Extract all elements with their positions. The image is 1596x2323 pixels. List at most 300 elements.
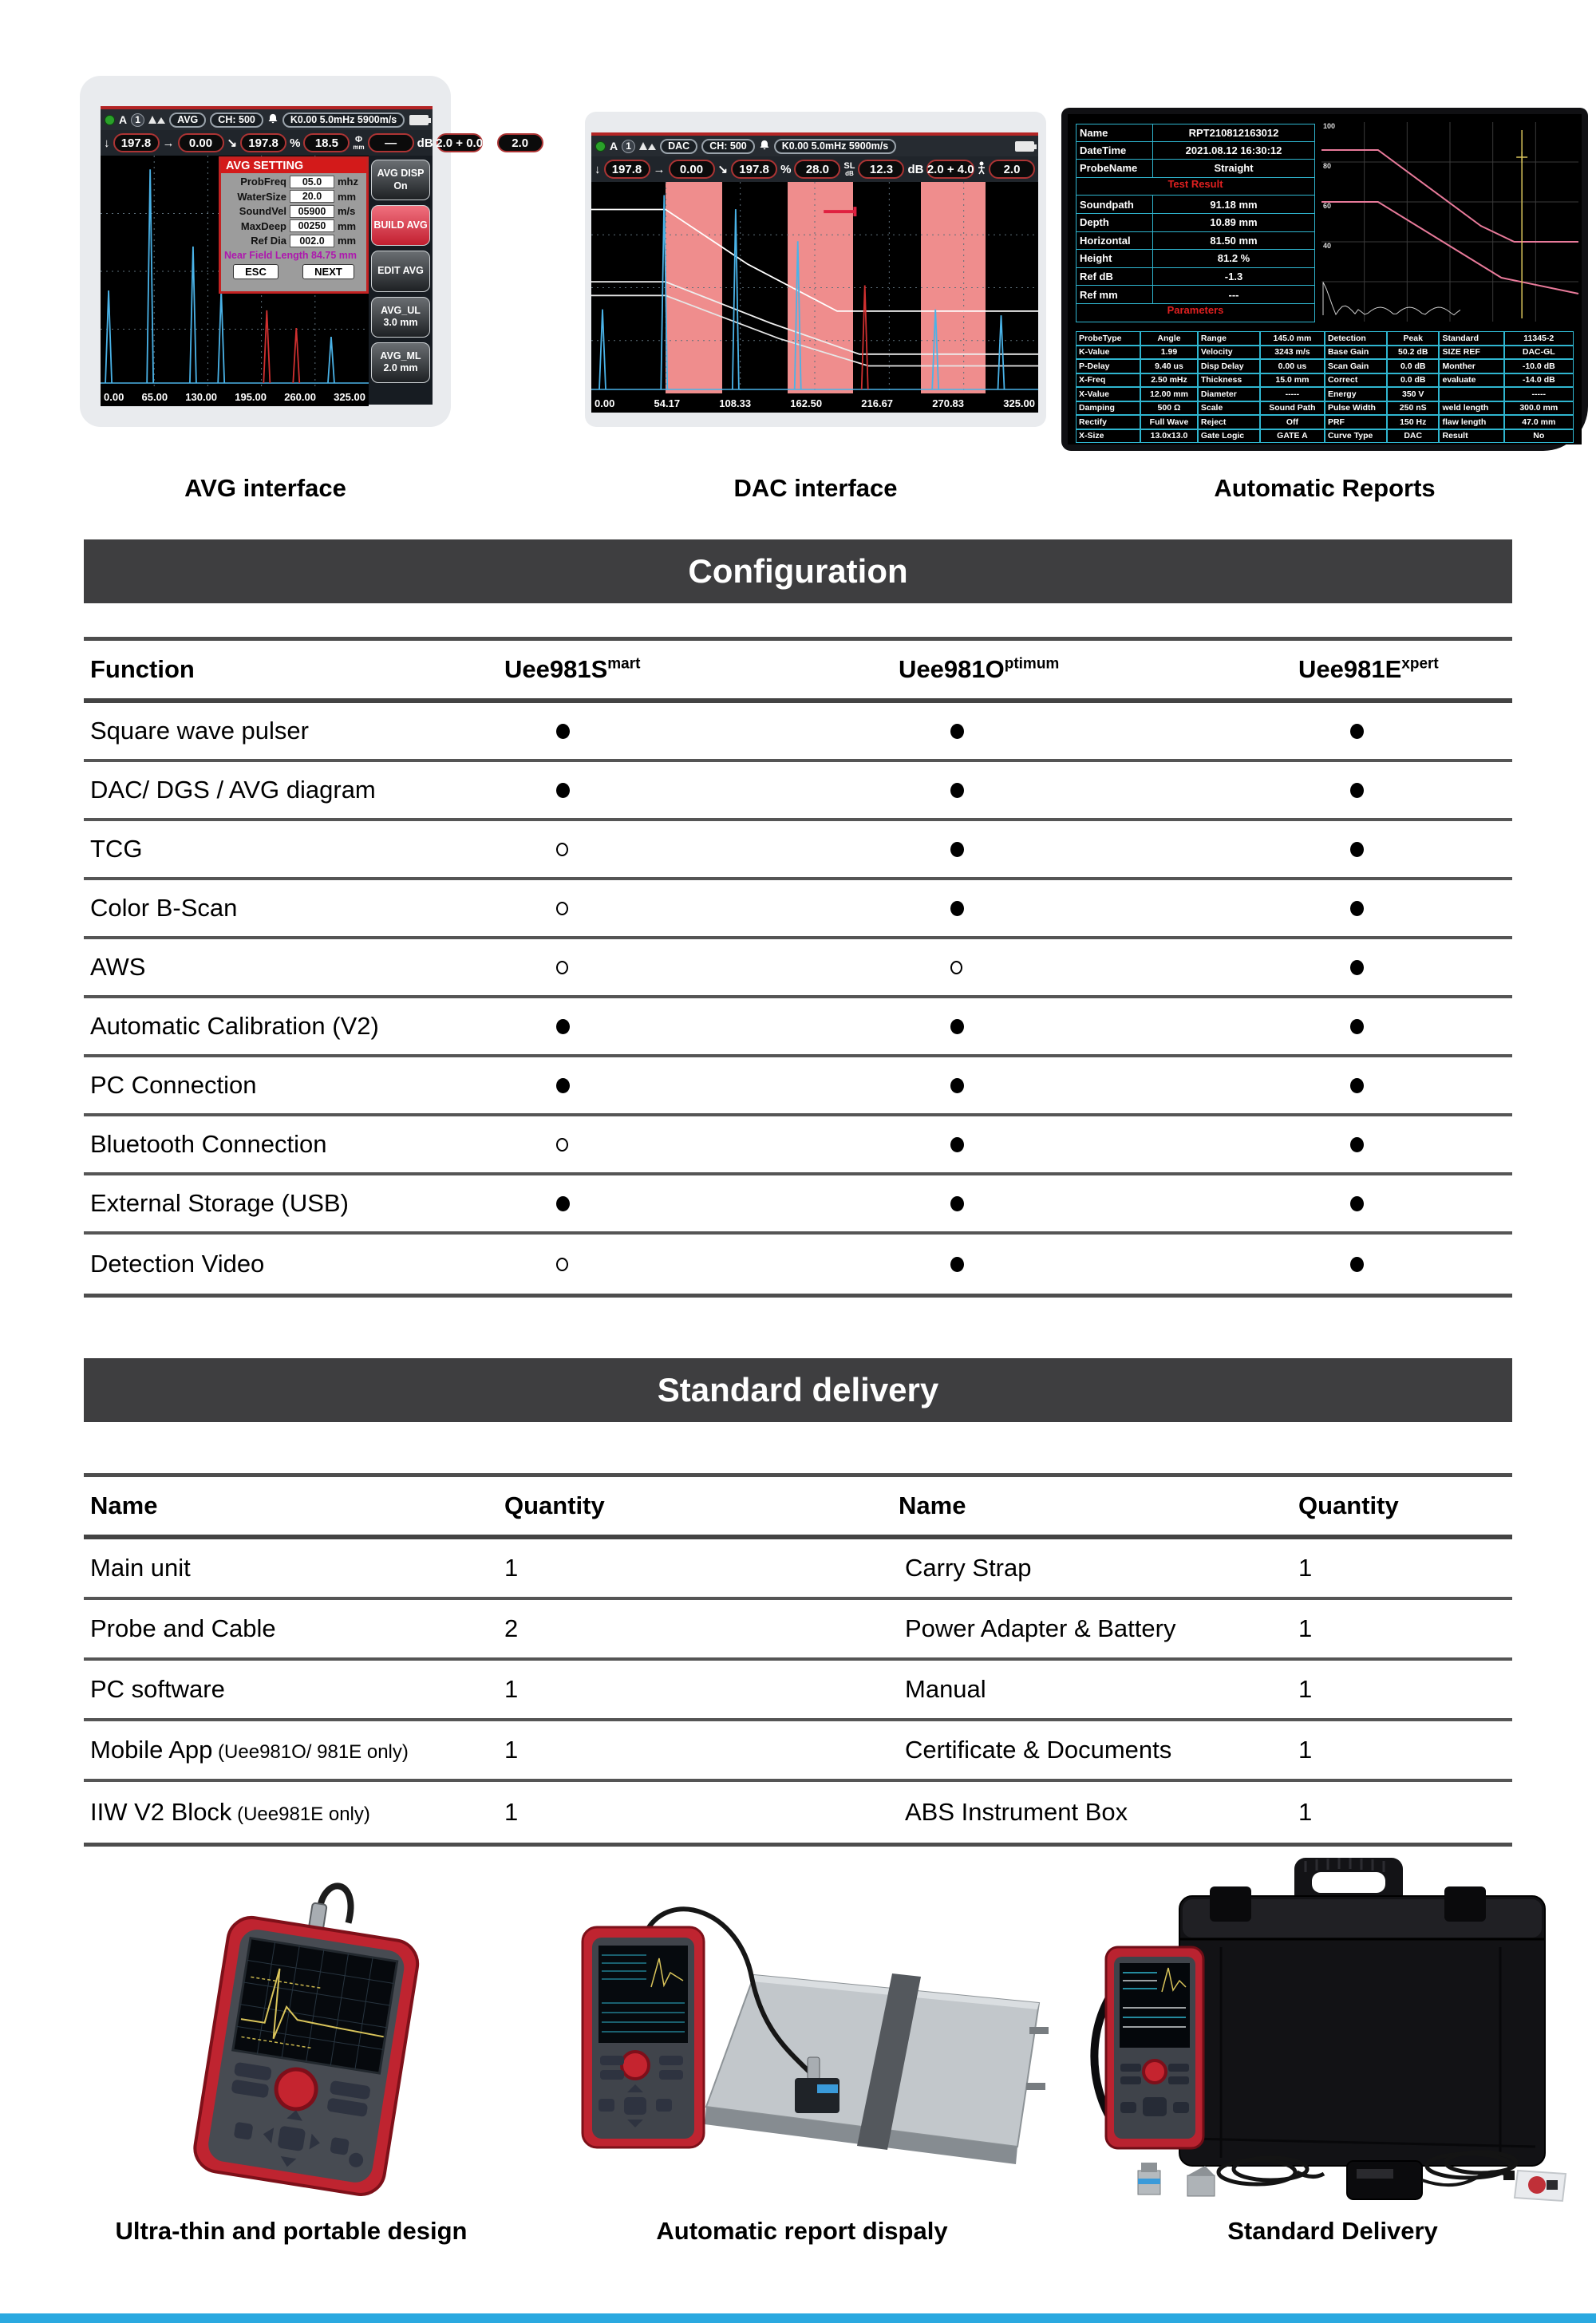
axis-tick-label: 270.83 <box>932 397 965 409</box>
param-label: K-Value <box>1076 346 1140 360</box>
open-dot <box>556 1138 568 1152</box>
product-name-suffix: xpert <box>1401 655 1439 673</box>
item-name <box>84 1614 504 1643</box>
config-row <box>84 1235 1512 1294</box>
arrow-down-icon: ↓ <box>104 136 110 150</box>
photo-standard-delivery <box>1093 1827 1572 2206</box>
dac-readout-value: 197.8 <box>731 160 777 179</box>
report-info-row <box>1076 142 1315 160</box>
report-info-value: 81.2 % <box>1217 252 1250 265</box>
filled-dot <box>1350 1196 1364 1211</box>
param-label: P-Delay <box>1076 359 1140 373</box>
config-function-label: External Storage (USB) <box>90 1189 349 1217</box>
axis-tick-label: 195.00 <box>235 390 267 403</box>
param-value: 3243 m/s <box>1260 346 1325 360</box>
side-button[interactable] <box>371 160 430 200</box>
arrow-down-right-icon: ↘ <box>227 136 238 150</box>
param-label: Pulse Width <box>1325 401 1387 416</box>
dac-caption: DAC interface <box>733 474 898 502</box>
config-cell <box>899 961 1298 974</box>
param-value: 150 Hz <box>1387 415 1440 429</box>
config-cell <box>1298 960 1512 975</box>
report-info-value: 91.18 mm <box>1210 198 1258 211</box>
item-quantity: 1 <box>1298 1736 1313 1764</box>
dac-readout-value: 197.8 <box>604 160 650 179</box>
config-row <box>84 998 1512 1057</box>
item-note: (Uee981E only) <box>231 1803 370 1825</box>
filled-dot <box>1350 783 1364 798</box>
phi-mm-icon <box>353 136 364 151</box>
axis-tick-label: 0.00 <box>104 390 124 403</box>
axis-tick-label: 130.00 <box>185 390 218 403</box>
filled-dot <box>950 1137 964 1152</box>
config-row <box>84 1116 1512 1175</box>
field-unit: mm <box>338 190 357 203</box>
item-name-text: Power Adapter & Battery <box>905 1614 1176 1642</box>
open-dot <box>556 961 568 974</box>
config-cell <box>899 901 1298 916</box>
param-label: ProbeType <box>1076 331 1140 346</box>
alarm-bell-icon <box>759 139 770 153</box>
report-info-label: Horizontal <box>1077 232 1153 250</box>
report-info-value: -1.3 <box>1224 271 1243 283</box>
config-function-label: Bluetooth Connection <box>90 1130 327 1158</box>
config-cell <box>899 842 1298 857</box>
item-quantity: 1 <box>504 1736 519 1764</box>
report-info-label: Ref mm <box>1077 286 1153 303</box>
param-value: 300.0 mm <box>1504 401 1574 416</box>
filled-dot <box>1350 1019 1364 1034</box>
mode-pill[interactable]: AVG <box>169 113 206 128</box>
item-name-text: Certificate & Documents <box>905 1736 1172 1764</box>
avg-caption: AVG interface <box>184 474 346 502</box>
report-info-label: Name <box>1077 124 1153 141</box>
device-screen <box>1120 1963 1190 2048</box>
param-label: Range <box>1198 331 1260 346</box>
person-icon <box>978 161 986 177</box>
config-cell <box>504 783 899 798</box>
param-value: Angle <box>1140 331 1198 346</box>
axis-tick-label: 0.00 <box>595 397 615 409</box>
param-label: weld length <box>1439 401 1503 416</box>
param-label: Velocity <box>1198 346 1260 360</box>
report-info-label: DateTime <box>1077 142 1153 160</box>
automatic-report-screenshot <box>1061 108 1588 451</box>
item-name <box>899 1675 1298 1704</box>
param-label <box>1439 387 1503 401</box>
footer-accent-bar <box>0 2313 1596 2323</box>
dac-readout-value: 28.0 <box>794 160 840 179</box>
popup-button[interactable]: ESC <box>233 264 279 279</box>
avg-axis-row <box>101 387 369 406</box>
side-button[interactable] <box>371 342 430 383</box>
config-row <box>84 1175 1512 1235</box>
avg-readout-value: 2.0 <box>497 133 543 152</box>
report-info-label: ProbeName <box>1077 160 1153 177</box>
avg-setting-dialog <box>219 156 369 294</box>
field-value-input[interactable]: 20.0 <box>290 190 334 203</box>
param-value: ----- <box>1504 387 1574 401</box>
report-chart <box>1321 122 1578 322</box>
config-cell <box>504 1258 899 1271</box>
param-value: ----- <box>1260 387 1325 401</box>
caption-report-display: Automatic report dispaly <box>656 2217 948 2245</box>
carry-case <box>1179 1858 1545 2166</box>
config-function-label: Automatic Calibration (V2) <box>90 1012 379 1040</box>
alarm-bell-icon <box>267 113 279 127</box>
param-label: Monther <box>1439 359 1503 373</box>
config-cell <box>899 1137 1298 1152</box>
param-value: 2.50 mHz <box>1140 373 1198 388</box>
mode-pill[interactable]: DAC <box>660 139 697 154</box>
setting-field <box>221 205 361 218</box>
param-label: PRF <box>1325 415 1387 429</box>
filled-dot <box>556 724 570 739</box>
delivery-rows <box>84 1539 1512 1843</box>
dac-readout-value: 2.0 <box>989 160 1035 179</box>
item-name-text: Carry Strap <box>905 1554 1032 1582</box>
param-label: Disp Delay <box>1198 359 1260 373</box>
config-function-label: AWS <box>90 953 146 981</box>
channel-number: 1 <box>131 113 144 127</box>
filled-dot <box>950 1196 964 1211</box>
avg-readout-value: — <box>368 133 414 152</box>
config-cell <box>899 1257 1298 1272</box>
param-value: 11345-2 <box>1504 331 1574 346</box>
config-table-header <box>84 641 1512 703</box>
filled-dot <box>950 1078 964 1093</box>
filled-dot <box>1350 1137 1364 1152</box>
side-button-value: 3.0 mm <box>383 317 418 329</box>
config-cell <box>1298 1257 1512 1272</box>
axis-tick-label: 325.00 <box>1003 397 1035 409</box>
report-info-row <box>1076 214 1315 232</box>
configuration-table <box>84 637 1512 1298</box>
field-value-input[interactable]: 05.0 <box>290 176 334 188</box>
field-label: ProbFreq <box>240 176 286 188</box>
dialog-title: AVG SETTING <box>221 159 366 173</box>
open-dot <box>556 902 568 915</box>
channel-number: 1 <box>622 140 635 153</box>
filled-dot <box>950 724 964 739</box>
config-row <box>84 762 1512 821</box>
param-label: Standard <box>1439 331 1503 346</box>
avg-side-buttons <box>369 156 433 387</box>
side-button-label: EDIT AVG <box>377 265 424 277</box>
param-value: 12.00 mm <box>1140 387 1198 401</box>
param-value: 500 Ω <box>1140 401 1198 416</box>
status-led-icon <box>105 115 115 125</box>
filled-dot <box>1350 1257 1364 1272</box>
config-function-label: PC Connection <box>90 1071 257 1099</box>
item-quantity: 1 <box>504 1675 519 1703</box>
photo-report-display <box>551 1883 1053 2191</box>
avg-readout-value: 2.0 + 0.0 <box>437 133 483 152</box>
y-axis-label: 80 <box>1323 162 1332 170</box>
param-label: Base Gain <box>1325 346 1387 360</box>
param-value: Off <box>1260 415 1325 429</box>
axis-tick-label: 162.50 <box>790 397 823 409</box>
dac-readout-value: 0.00 <box>669 160 715 179</box>
config-function-label: DAC/ DGS / AVG diagram <box>90 776 376 804</box>
param-value: 1.99 <box>1140 346 1198 360</box>
config-cell <box>1298 901 1512 916</box>
report-section-header: Test Result <box>1076 178 1315 196</box>
config-cell <box>504 961 899 974</box>
icon-bottom-label: mm <box>353 143 365 151</box>
item-name <box>899 1614 1298 1643</box>
item-quantity: 2 <box>504 1614 519 1642</box>
db-icon: dB <box>417 136 433 150</box>
item-note: (Uee981O/ 981E only) <box>212 1741 409 1763</box>
avg-interface-screenshot <box>80 76 529 427</box>
axis-tick-label: 260.00 <box>284 390 316 403</box>
product-name-suffix: ptimum <box>1004 655 1060 673</box>
product-name-suffix: mart <box>607 655 641 673</box>
delivery-col-name: Name <box>90 1491 158 1519</box>
delivery-row <box>84 1600 1512 1661</box>
param-value: 0.0 dB <box>1387 373 1440 388</box>
config-cell <box>504 1196 899 1211</box>
product-name: Uee981E <box>1298 655 1402 683</box>
param-label: Diameter <box>1198 387 1260 401</box>
item-name <box>84 1554 504 1582</box>
config-row <box>84 821 1512 880</box>
accessory-bag <box>1515 2171 1566 2201</box>
field-unit: mhz <box>338 176 358 188</box>
param-value: -10.0 dB <box>1504 359 1574 373</box>
item-name-text: Probe and Cable <box>90 1614 276 1642</box>
arrow-down-icon: ↓ <box>595 162 601 176</box>
param-label: X-Value <box>1076 387 1140 401</box>
config-cell <box>899 1196 1298 1211</box>
item-name <box>84 1736 504 1764</box>
config-cell <box>899 724 1298 739</box>
param-value: Peak <box>1387 331 1440 346</box>
report-info-label: Height <box>1077 250 1153 267</box>
param-label: Scan Gain <box>1325 359 1387 373</box>
config-cell <box>504 1138 899 1152</box>
filled-dot <box>556 1196 570 1211</box>
status-led-icon <box>595 141 606 152</box>
item-name <box>84 1798 504 1827</box>
report-params-grid <box>1076 331 1574 443</box>
delivery-col-name: Name <box>899 1491 966 1519</box>
popup-button[interactable]: NEXT <box>302 264 354 279</box>
y-axis-label: 60 <box>1323 202 1332 210</box>
item-name <box>899 1798 1298 1827</box>
dac-readout-value: 2.0 + 4.0 <box>926 160 974 179</box>
config-cell <box>899 1078 1298 1093</box>
item-quantity: 1 <box>1298 1798 1313 1826</box>
config-cell <box>899 783 1298 798</box>
avg-main-area <box>101 156 433 387</box>
caption-standard-delivery: Standard Delivery <box>1227 2217 1438 2245</box>
probe-angle-icon <box>148 116 165 124</box>
filled-dot <box>950 1257 964 1272</box>
config-col-function: Function <box>90 655 195 683</box>
filled-dot <box>556 1019 570 1034</box>
caption-portable-design: Ultra-thin and portable design <box>115 2217 468 2245</box>
param-value: 50.2 dB <box>1387 346 1440 360</box>
config-cell <box>1298 1196 1512 1211</box>
field-unit: m/s <box>338 205 356 217</box>
side-button[interactable] <box>371 205 430 246</box>
field-value-input[interactable]: 002.0 <box>290 235 334 247</box>
rotary-knob <box>1144 2060 1166 2083</box>
delivery-col-quantity: Quantity <box>1298 1491 1399 1519</box>
item-quantity: 1 <box>1298 1675 1313 1703</box>
db-icon: dB <box>907 162 924 176</box>
person-icon <box>486 135 494 151</box>
param-value: -14.0 dB <box>1504 373 1574 388</box>
near-field-note: Near Field Length 84.75 mm <box>224 249 358 261</box>
report-info-row <box>1076 268 1315 286</box>
param-label: flaw length <box>1439 415 1503 429</box>
config-cell <box>1298 1019 1512 1034</box>
item-name-text: Mobile App <box>90 1736 213 1764</box>
report-info-value: RPT210812163012 <box>1188 126 1279 139</box>
config-table-rows <box>84 703 1512 1294</box>
flaw-detector-device <box>583 1927 704 2147</box>
avg-status-bar <box>101 109 433 130</box>
delivery-row <box>84 1661 1512 1721</box>
config-cell <box>1298 1078 1512 1093</box>
report-info-row <box>1076 232 1315 251</box>
report-info-value: Straight <box>1214 162 1254 175</box>
open-dot <box>950 961 962 974</box>
report-info-row <box>1076 124 1315 142</box>
report-section-header: Parameters <box>1076 304 1315 322</box>
param-value: 15.0 mm <box>1260 373 1325 388</box>
config-cell <box>504 724 899 739</box>
axis-tick-label: 54.17 <box>654 397 681 409</box>
dac-status-bar <box>591 136 1038 156</box>
report-info-value: 2021.08.12 16:30:12 <box>1185 144 1282 156</box>
dac-axis-row <box>591 393 1038 413</box>
param-label: Thickness <box>1198 373 1260 388</box>
side-button-value: On <box>393 180 408 192</box>
item-name <box>899 1736 1298 1764</box>
param-value: 9.40 us <box>1140 359 1198 373</box>
probe-info-pill[interactable]: K0.00 5.0mHz 5900m/s <box>774 139 896 154</box>
param-value: 13.0x13.0 <box>1140 429 1198 444</box>
probe-info-pill[interactable]: K0.00 5.0mHz 5900m/s <box>282 113 405 128</box>
field-label: WaterSize <box>237 190 286 203</box>
field-label: Ref Dia <box>251 235 286 247</box>
param-value: 0.00 us <box>1260 359 1325 373</box>
sl-db-icon <box>843 162 855 177</box>
config-function-label: Square wave pulser <box>90 717 309 745</box>
side-button[interactable] <box>371 297 430 338</box>
item-name <box>899 1554 1298 1582</box>
config-row <box>84 703 1512 762</box>
channel-pill[interactable]: CH: 500 <box>701 139 755 154</box>
filled-dot <box>1350 901 1364 916</box>
avg-plot <box>101 156 369 387</box>
plate-pin <box>1029 2027 1049 2034</box>
flaw-detector-device <box>1094 1947 1203 2148</box>
field-unit: mm <box>338 219 357 232</box>
filled-dot <box>1350 1078 1364 1093</box>
param-value: Full Wave <box>1140 415 1198 429</box>
dac-waveform-chart <box>591 182 1038 393</box>
config-col-product-optimum <box>899 655 1298 684</box>
param-label: evaluate <box>1439 373 1503 388</box>
rotary-knob <box>622 2052 649 2079</box>
filled-dot <box>950 1019 964 1034</box>
filled-dot <box>556 783 570 798</box>
probes <box>1138 2163 1215 2196</box>
item-quantity: 1 <box>1298 1614 1313 1642</box>
report-info-row <box>1076 160 1315 178</box>
device-screen <box>598 1946 688 2043</box>
config-cell <box>504 902 899 915</box>
item-quantity: 1 <box>1298 1554 1313 1582</box>
param-label: Reject <box>1198 415 1260 429</box>
percent-icon: % <box>290 136 301 150</box>
delivery-section-bar <box>84 1358 1512 1422</box>
param-value: DAC <box>1387 429 1440 444</box>
report-info-value: --- <box>1228 288 1239 301</box>
param-value: Sound Path <box>1260 401 1325 416</box>
config-cell <box>1298 1137 1512 1152</box>
report-info-value: 10.89 mm <box>1210 216 1258 229</box>
delivery-table <box>84 1473 1512 1847</box>
param-value: 47.0 mm <box>1504 415 1574 429</box>
case-latch <box>1444 1886 1486 1922</box>
reports-caption: Automatic Reports <box>1214 474 1436 502</box>
item-name <box>84 1675 504 1704</box>
filled-dot <box>1350 842 1364 857</box>
param-value: 350 V <box>1387 387 1440 401</box>
report-chart-svg <box>1321 122 1578 322</box>
field-unit: mm <box>338 235 357 247</box>
product-name: Uee981S <box>504 655 608 683</box>
delivery-row <box>84 1539 1512 1600</box>
y-axis-label: 100 <box>1323 122 1336 130</box>
dac-plot <box>591 182 1038 393</box>
config-col-product-smart <box>504 655 899 684</box>
icon-top-label: SL <box>843 160 855 171</box>
field-value-input[interactable]: 00250 <box>290 219 334 232</box>
item-name-text: Main unit <box>90 1554 191 1582</box>
param-label: X-Size <box>1076 429 1140 444</box>
setting-field <box>221 190 361 203</box>
channel-pill[interactable]: CH: 500 <box>210 113 263 128</box>
axis-tick-label: 216.67 <box>861 397 894 409</box>
configuration-section-bar <box>84 539 1512 603</box>
filled-dot <box>950 901 964 916</box>
report-info-row <box>1076 196 1315 214</box>
avg-popup-fields <box>221 176 366 247</box>
side-button-label: BUILD AVG <box>373 219 428 231</box>
config-row <box>84 1057 1512 1116</box>
avg-screen <box>101 106 529 405</box>
field-value-input[interactable]: 05900 <box>290 205 334 218</box>
side-button[interactable] <box>371 251 430 291</box>
filled-dot <box>1350 960 1364 975</box>
side-button-label: AVG_ML <box>380 350 421 361</box>
dac-readout-row <box>591 156 1038 182</box>
param-label: Correct <box>1325 373 1387 388</box>
config-cell <box>899 1019 1298 1034</box>
param-label: Energy <box>1325 387 1387 401</box>
open-dot <box>556 1258 568 1271</box>
power-adapter <box>1347 2161 1515 2199</box>
report-screen <box>1068 114 1582 444</box>
filled-dot <box>950 842 964 857</box>
